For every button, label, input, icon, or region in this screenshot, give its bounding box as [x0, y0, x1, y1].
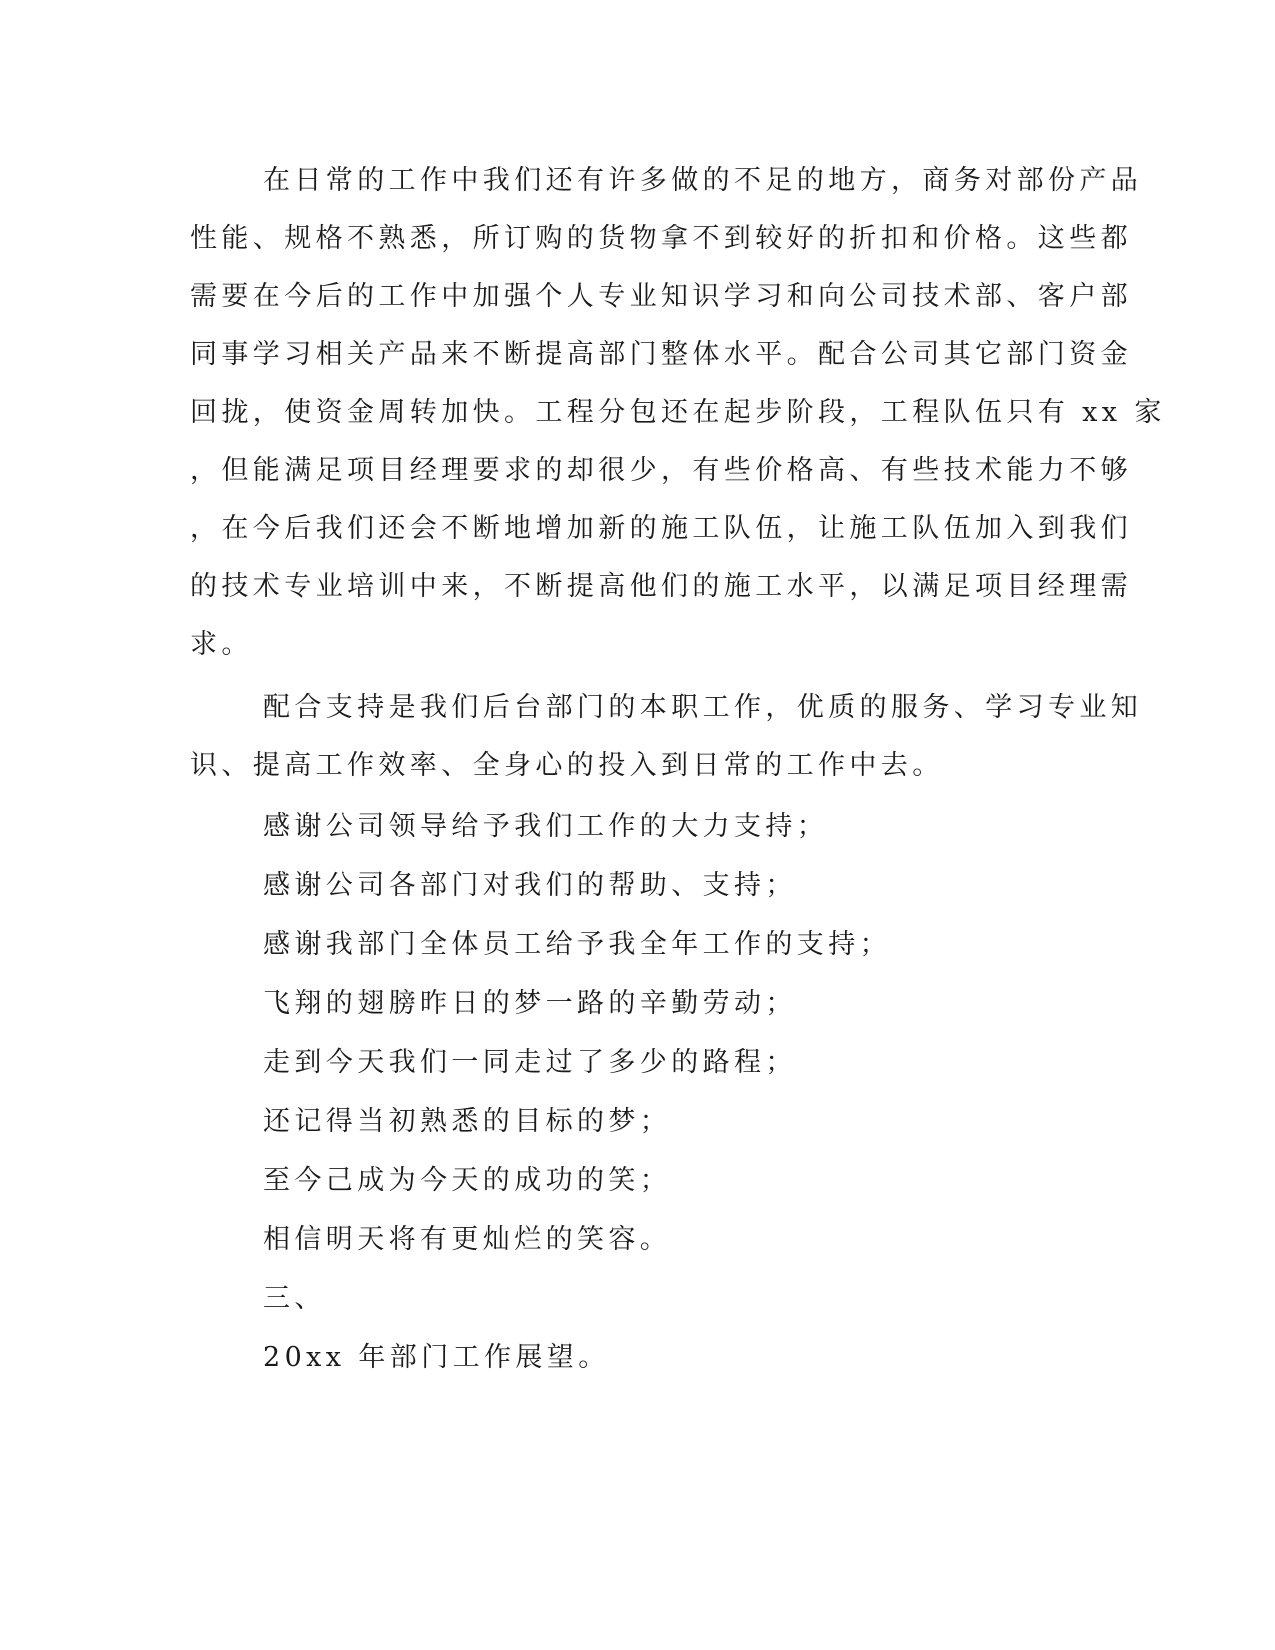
- paragraph-1-line-8: 的技术专业培训中来，不断提高他们的施工水平，以满足项目经理需: [190, 571, 1132, 602]
- paragraph-2-line-1: 配合支持是我们后台部门的本职工作，优质的服务、学习专业知: [263, 692, 1143, 723]
- section-number: 三、: [263, 1283, 326, 1314]
- poem-line-5: 相信明天将有更灿烂的笑容。: [263, 1224, 672, 1255]
- poem-line-4: 至今己成为今天的成功的笑；: [263, 1165, 672, 1196]
- paragraph-1-line-9: 求。: [190, 629, 253, 660]
- thanks-line-2: 感谢公司各部门对我们的帮助、支持；: [263, 870, 797, 901]
- section-heading: 20xx 年部门工作展望。: [263, 1342, 610, 1373]
- thanks-line-3: 感谢我部门全体员工给予我全年工作的支持；: [263, 929, 891, 960]
- paragraph-1-line-2: 性能、规格不熟悉，所订购的货物拿不到较好的折扣和价格。这些都: [190, 223, 1132, 254]
- paragraph-1-line-4: 同事学习相关产品来不断提高部门整体水平。配合公司其它部门资金: [190, 339, 1132, 370]
- paragraph-1-line-5: 回拢，使资金周转加快。工程分包还在起步阶段，工程队伍只有 xx 家: [190, 397, 1166, 428]
- paragraph-1-line-3: 需要在今后的工作中加强个人专业知识学习和向公司技术部、客户部: [190, 281, 1132, 312]
- paragraph-1-line-6: ，但能满足项目经理要求的却很少，有些价格高、有些技术能力不够: [190, 455, 1132, 486]
- thanks-line-1: 感谢公司领导给予我们工作的大力支持；: [263, 811, 829, 842]
- poem-line-3: 还记得当初熟悉的目标的梦；: [263, 1106, 672, 1137]
- paragraph-1-line-1: 在日常的工作中我们还有许多做的不足的地方，商务对部份产品: [263, 165, 1143, 196]
- poem-line-2: 走到今天我们一同走过了多少的路程；: [263, 1047, 797, 1078]
- poem-line-1: 飞翔的翅膀昨日的梦一路的辛勤劳动；: [263, 988, 797, 1019]
- paragraph-1-line-7: ，在今后我们还会不断地增加新的施工队伍，让施工队伍加入到我们: [190, 513, 1132, 544]
- paragraph-2-line-2: 识、提高工作效率、全身心的投入到日常的工作中去。: [190, 750, 944, 781]
